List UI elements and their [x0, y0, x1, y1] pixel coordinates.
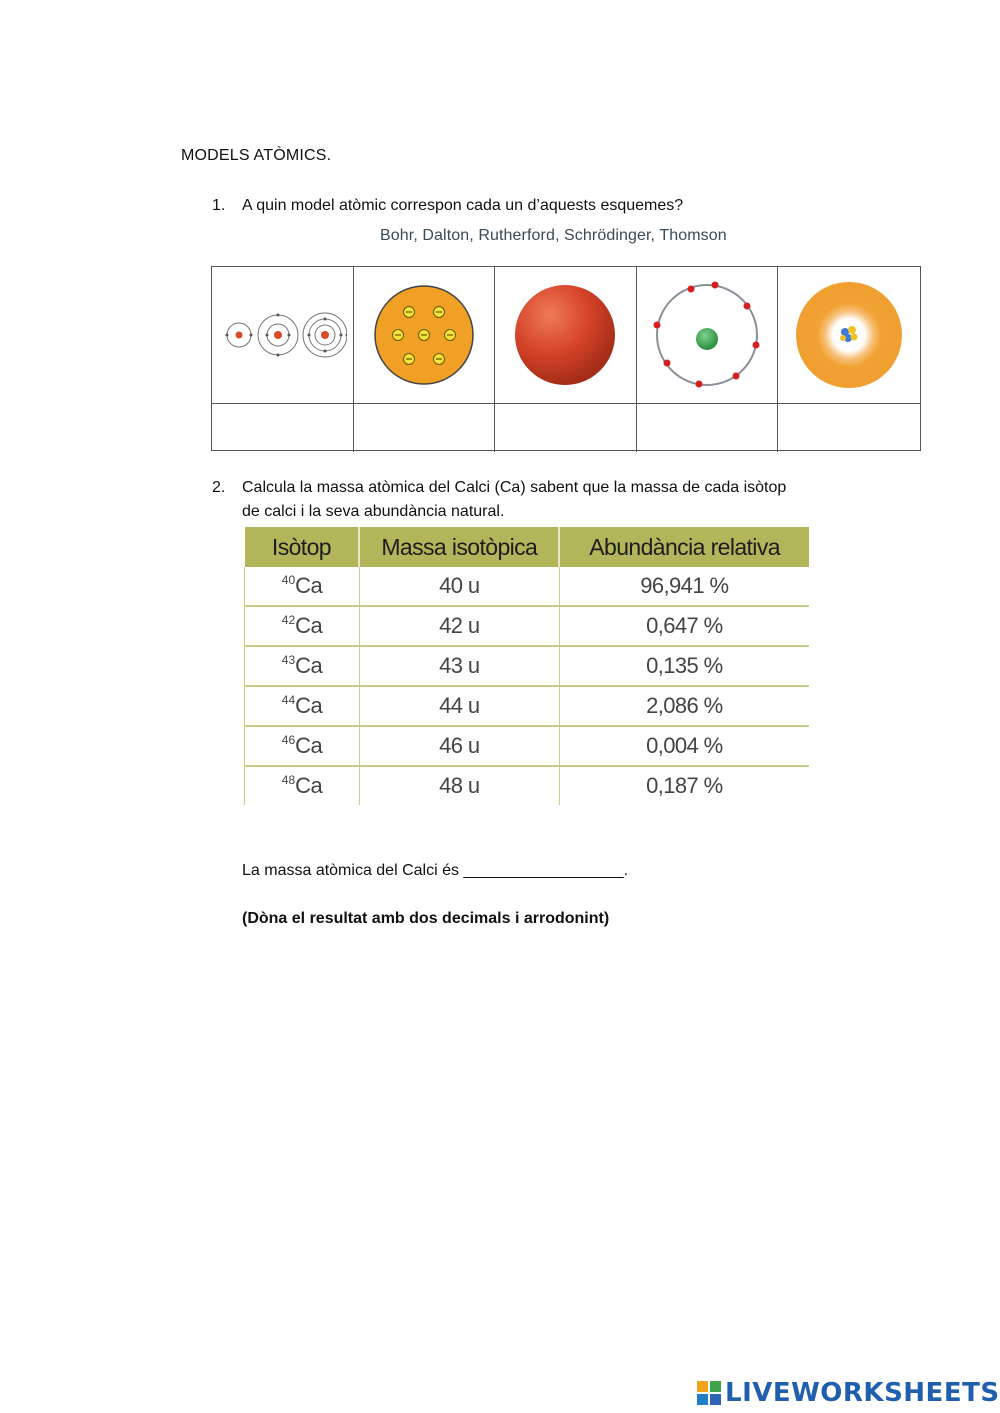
answer-blank[interactable]: __________________	[463, 862, 624, 879]
rounding-note: (Dòna el resultat amb dos decimals i arrodonint)	[242, 910, 610, 927]
isotope-cell	[245, 567, 360, 606]
answer-line	[242, 862, 628, 880]
table-row	[245, 646, 810, 686]
mass-cell: 43 u	[359, 646, 559, 686]
mass-number: 40	[281, 573, 296, 587]
isotope-table	[244, 527, 809, 805]
answer-cell-5[interactable]	[778, 404, 920, 452]
question-text-line-1: Calcula la massa atòmica del Calci (Ca) sabent que la massa de cada isòtop	[242, 479, 787, 496]
header-mass: Massa isotòpica	[359, 527, 559, 567]
question-1	[212, 194, 912, 218]
question-number: 1.	[212, 197, 226, 214]
liveworksheets-logo-icon	[697, 1381, 721, 1405]
table-header-row	[245, 527, 810, 567]
isotope-cell	[245, 686, 360, 726]
mass-number: 43	[281, 653, 296, 667]
mass-number: 44	[281, 693, 296, 707]
schrodinger-model-cell	[778, 267, 920, 404]
isotope-cell	[245, 606, 360, 646]
answer-suffix: .	[623, 862, 629, 879]
question-2	[212, 476, 912, 524]
schrodinger-model-icon	[794, 280, 904, 390]
element-symbol: Ca	[295, 693, 323, 718]
rutherford-model-icon	[651, 279, 763, 391]
question-number: 2.	[212, 479, 226, 496]
table-row	[245, 606, 810, 646]
answer-prefix: La massa atòmica del Calci és	[242, 862, 459, 879]
element-symbol: Ca	[295, 733, 323, 758]
question-text-line-2: de calci i la seva abundància natural.	[242, 503, 505, 520]
answer-cell-1[interactable]	[212, 404, 354, 452]
element-symbol: Ca	[295, 613, 323, 638]
element-symbol: Ca	[295, 653, 323, 678]
mass-number: 48	[281, 773, 296, 787]
mass-number: 46	[281, 733, 296, 747]
abundance-cell: 0,187 %	[646, 773, 723, 798]
mass-cell: 46 u	[359, 726, 559, 766]
mass-cell: 42 u	[359, 606, 559, 646]
dalton-model-cell	[495, 267, 637, 404]
bohr-model-cell	[212, 267, 354, 404]
thomson-model-cell	[354, 267, 496, 404]
abundance-cell: 2,086 %	[559, 686, 809, 726]
table-row	[245, 726, 810, 766]
mass-number: 42	[281, 613, 296, 627]
abundance-cell: 0,135 %	[559, 646, 809, 686]
answer-cell-2[interactable]	[354, 404, 496, 452]
isotope-cell	[245, 766, 360, 805]
isotope-cell	[245, 646, 360, 686]
table-row	[245, 686, 810, 726]
abundance-cell: 0,647 %	[559, 606, 809, 646]
bohr-model-icon	[217, 305, 347, 365]
element-symbol: Ca	[295, 573, 323, 598]
logo-text: LIVEWORKSHEETS	[725, 1378, 1000, 1408]
isotope-cell	[245, 726, 360, 766]
table-row	[245, 567, 810, 606]
mass-cell: 40 u	[359, 567, 559, 606]
liveworksheets-logo	[697, 1378, 1000, 1408]
header-abundance: Abundància relativa	[559, 527, 809, 567]
dalton-model-icon	[513, 283, 617, 387]
model-options: Bohr, Dalton, Rutherford, Schrödinger, Thomson	[380, 227, 727, 244]
atomic-models-grid	[211, 266, 921, 451]
question-text: A quin model atòmic correspon cada un d’aquests esquemes?	[242, 197, 684, 214]
answer-cell-3[interactable]	[495, 404, 637, 452]
abundance-cell: 0,004 %	[559, 726, 809, 766]
element-symbol: Ca	[295, 773, 323, 798]
abundance-cell: 96,941 %	[559, 567, 809, 606]
answer-cell-4[interactable]	[637, 404, 779, 452]
table-row	[245, 766, 810, 805]
rutherford-model-cell	[637, 267, 779, 404]
mass-cell: 48 u	[359, 766, 559, 805]
mass-cell: 44 u	[359, 686, 559, 726]
thomson-model-icon	[373, 284, 475, 386]
worksheet-title: MODELS ATÒMICS.	[181, 147, 332, 164]
header-isotope: Isòtop	[245, 527, 360, 567]
